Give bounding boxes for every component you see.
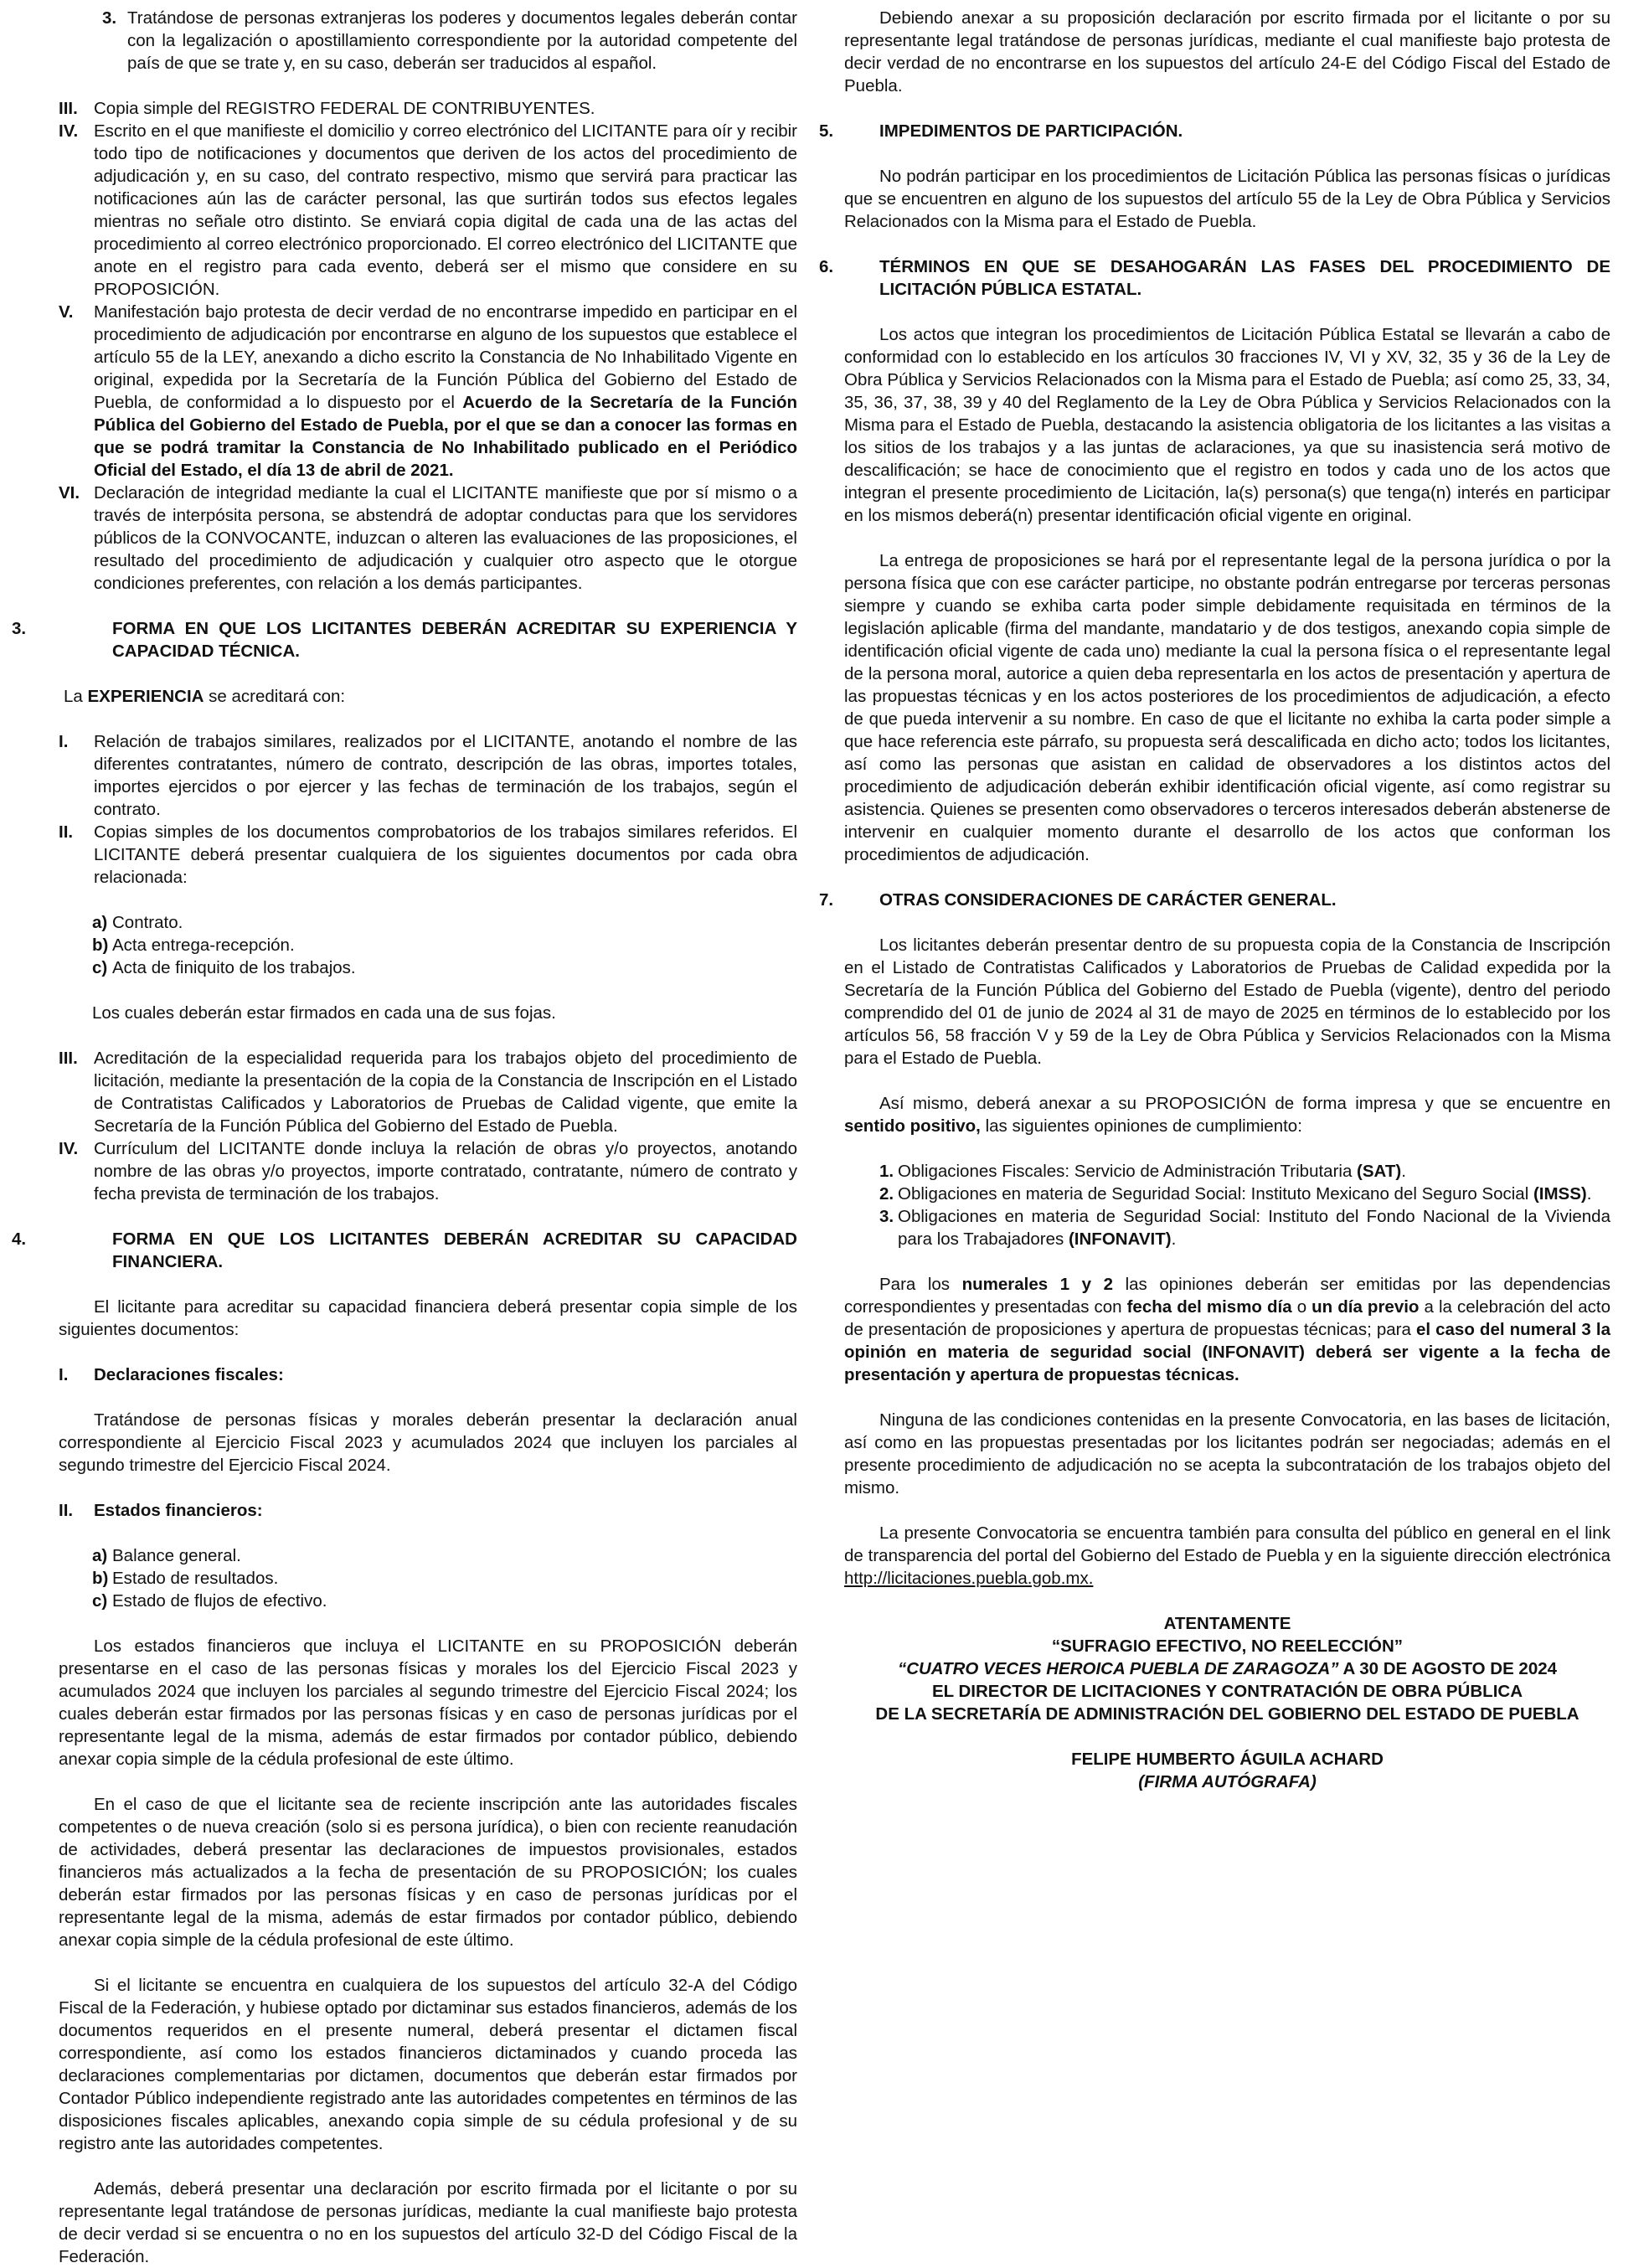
article-24e-paragraph: Debiendo anexar a su proposición declaración por escrito firmada por el licitante o por su representante legal tratándose de personas jurídicas, mediante el cual manifieste bajo protesta de decir verdad de no encontrarse en los supuestos del artículo 24-E del Código Fiscal del Estado de Puebla. [844,8,1610,95]
section-7-heading: 7. OTRAS CONSIDERACIONES DE CARÁCTER GENERAL. [819,890,1337,910]
section-4-heading: 4. FORMA EN QUE LOS LICITANTES DEBERÁN ACREDITAR SU CAPACIDAD FINANCIERA. [12,1229,797,1271]
compliance-opinions-intro: Así mismo, deberá anexar a su PROPOSICIÓN de forma impresa y que se encuentre en sentido positivo, las siguientes opiniones de cumplimiento: [844,1094,1610,1136]
signature-salutation: ATENTAMENTE [1163,1614,1291,1633]
doc-item-a: a) Contrato. [92,913,183,932]
experience-iv: IV. Currículum del LICITANTE donde incluya la relación de obras y/o proyectos, anotando nombre de las obras y/o proyectos, importe contratado, contratante, número de contrato y fecha prevista de terminación de los trabajos. [59,1139,797,1204]
right-column [819,7,1611,1793]
experience-ii: II. Copias simples de los documentos comprobatorios de los trabajos similares referidos. El LICITANTE deberá presentar cualquiera de los siguientes documentos por cada obra relacionada: [59,822,797,887]
signed-note: Los cuales deberán estar firmados en cada una de sus fojas. [92,1003,556,1023]
signature-block [844,1612,1610,1793]
experience-i: I. Relación de trabajos similares, realizados por el LICITANTE, anotando el nombre de las diferentes contratantes, número de contrato, descripción de las obras, importes totales, importes ejercidos o por ejercer y las fechas de terminación de los trabajos, según el contrato. [59,732,797,819]
numbered-item-3: 3. Tratándose de personas extranjeras los poderes y documentos legales deberán contar con la legalización o apostillamiento correspondiente por la autoridad competente del país de que se trate y, en su caso, deberán ser traducidos al español. [102,8,797,73]
doc-item-c: c) Acta de finiquito de los trabajos. [92,958,356,977]
experience-iii: III. Acreditación de la especialidad requerida para los trabajos objeto del procedimiento de licitación, mediante la presentación de la copia de la Constancia de Inscripción en el Listado de Contratistas Calificados y Laboratorios de Pruebas de Calidad vigente, que emite la Secretaría de la Función Pública del Gobierno del Estado de Puebla. [59,1049,797,1136]
recent-registration-paragraph: En el caso de que el licitante sea de reciente inscripción ante las autoridades fiscales competentes o de nueva creación (solo si es persona jurídica), o bien con reciente reanudación de actividades, deberá presentar las declaraciones de impuestos provisionales, estados financieros más actualizados a la fecha de presentación de su PROPOSICIÓN; los cuales deberán estar firmados por las personas físicas y en caso de personas jurídicas por el representante legal de la misma, además de estar firmados por contador público, debiendo anexar copia simple de la cédula profesional de este último. [59,1795,797,1950]
requirement-iii: III. Copia simple del REGISTRO FEDERAL DE CONTRIBUYENTES. [59,99,595,118]
link-paragraph: La presente Convocatoria se encuentra también para consulta del público en general en el link de transparencia del portal del Gobierno del Estado de Puebla y en la siguiente dirección electrónica http://licitaciones.puebla.gob.mx. [844,1523,1610,1588]
v-text: Manifestación bajo protesta de decir verdad de no encontrarse impedido en participar en el procedimiento de adjudicación por encontrarse en alguno de los supuestos que establece el artículo 55 de la LEY, anexando a dicho escrito la Constancia de No Inhabilitado Vigente en original, expedida por la Secretaría de la Función Pública del Gobierno del Estado de Puebla, de conformidad a lo dispuesto por el [94,302,797,412]
article-32d-paragraph: Además, deberá presentar una declaración por escrito firmada por el licitante o por su representante legal tratándose de personas jurídicas, mediante la cual manifieste bajo protesta de decir verdad si se encuentra o no en los supuestos del artículo 32-D del Código Fiscal de la Federación. [59,2179,797,2266]
signatory-name: FELIPE HUMBERTO ÁGUILA ACHARD [1071,1750,1384,1769]
fiscal-declarations-heading: I. Declaraciones fiscales: [59,1365,284,1384]
signature-place-date: “CUATRO VECES HEROICA PUEBLA DE ZARAGOZA” A 30 DE AGOSTO DE 2024 [897,1659,1558,1678]
signature-title-1: EL DIRECTOR DE LICITACIONES Y CONTRATACIÓN DE OBRA PÚBLICA [931,1682,1523,1701]
doc-item-b: b) Acta entrega-recepción. [92,936,295,955]
delivery-paragraph: La entrega de proposiciones se hará por el representante legal de la persona jurídica o por la persona física que con ese carácter participe, no obstante podrán entregarse por terceras personas siempre y cuando se exhiba carta poder simple debidamente requisitada en términos de la legislación aplicable (firma del mandante, mandatario y de dos testigos, anexando copia simple de identificación oficial vigente de cada uno) mediante la cual la persona física o el representante legal de la persona moral, autorice a quien deba representarla en los actos de presentación y apertura de las propuestas técnicas y en los actos posteriores de los procedimientos de adjudicación, a efecto de que pueda intervenir a su nombre. En caso de que el licitante no exhiba la carta poder simple a que hace referencia este párrafo, su propuesta será descalificada en dicho acto; todos los licitantes, así como las personas que asistan en calidad de observadores a los distintos actos del procedimiento de adjudicación deberán exhibir identificación oficial vigente, así como registrar su asistencia. Quienes se presenten como observadores o terceros interesados deberán abstenerse de intervenir en cualquier momento durante el desarrollo de los actos que conforman los procedimientos de adjudicación. [844,551,1610,864]
obligation-item-1: 1. Obligaciones Fiscales: Servicio de Administración Tributaria (SAT). [879,1162,1406,1181]
requirement-v: V. Manifestación bajo protesta de decir verdad de no encontrarse impedido en participar en el procedimiento de adjudicación por encontrarse en alguno de los supuestos que establece el artículo 55 de la LEY, anexando a dicho escrito la Constancia de No Inhabilitado Vigente en original, expedida por la Secretaría de la Función Pública del Gobierno del Estado de Puebla, de conformidad a lo dispuesto por el Acuerdo de la Secretaría de la Función Pública del Gobierno del Estado de Puebla, por el que se dan a conocer las formas en que se podrá tramitar la Constancia de No Inhabilitado publicado en el Periódico Oficial del Estado, el día 13 de abril de 2021. [59,302,797,480]
acts-paragraph: Los actos que integran los procedimientos de Licitación Pública Estatal se llevarán a cabo de conformidad con lo establecido en los artículos 30 fracciones IV, VI y XV, 32, 35 y 36 de la Ley de Obra Pública y Servicios Relacionados con la Misma para el Estado de Puebla; así como 25, 33, 34, 35, 36, 37, 38, 39 y 40 del Reglamento de la Ley de Obra Pública y Servicios Relacionados con la Misma para el Estado de Puebla, destacando la asistencia obligatoria de los licitantes a las visitas a los sitios de los trabajos y a las juntas de aclaraciones, ya que su inasistencia será motivo de descalificación; se hace de conocimiento que el registro en todos y cada uno de los actos que integran el presente procedimiento de Licitación, la(s) persona(s) que tenga(n) interés en participar en los mismos deberá(n) presentar identificación oficial vigente en original. [844,325,1610,525]
experience-intro: La EXPERIENCIA se acreditará con: [64,687,346,706]
obligation-item-2: 2. Obligaciones en materia de Seguridad Social: Instituto Mexicano del Seguro Social (IMSS). [879,1184,1592,1204]
statement-item-a: a) Balance general. [92,1546,241,1565]
fiscal-declarations-body: Tratándose de personas físicas y morales deberán presentar la declaración anual correspondiente al Ejercicio Fiscal 2023 y acumulados 2024 que incluyen los parciales al segundo trimestre del Ejercicio Fiscal 2024. [59,1410,797,1475]
statements-paragraph: Los estados financieros que incluya el LICITANTE en su PROPOSICIÓN deberán presentarse en el caso de las personas físicas y morales los del Ejercicio Fiscal 2023 y acumulados 2024 que incluyen los parciales al segundo trimestre del Ejercicio Fiscal 2024; los cuales deberán estar firmados por las personas físicas y en caso de personas jurídicas por el representante legal de la misma, además de estar firmados por contador público, debiendo anexar copia simple de la cédula profesional de este último. [59,1637,797,1769]
statement-item-b: b) Estado de resultados. [92,1569,279,1588]
financial-intro: El licitante para acreditar su capacidad financiera deberá presentar copia simple de los siguientes documentos: [59,1297,797,1339]
no-negotiation-paragraph: Ninguna de las condiciones contenidas en la presente Convocatoria, en las bases de licitación, así como en las propuestas presentadas por los licitantes podrán ser negociadas; además en el presente procedimiento de adjudicación no se acepta la subcontratación de los trabajos objeto del mismo. [844,1410,1610,1497]
left-column [12,7,797,2268]
licitaciones-link[interactable]: http://licitaciones.puebla.gob.mx. [844,1569,1094,1588]
impediments-paragraph: No podrán participar en los procedimientos de Licitación Pública las personas físicas o jurídicas que se encuentren en alguno de los supuestos del artículo 55 de la Ley de Obra Pública y Servicios Relacionados con la Misma para el Estado de Puebla. [844,167,1610,231]
signature-note: (FIRMA AUTÓGRAFA) [1138,1772,1317,1791]
financial-statements-heading: II. Estados financieros: [59,1501,263,1520]
article-32a-paragraph: Si el licitante se encuentra en cualquiera de los supuestos del artículo 32-A del Código Fiscal de la Federación, y hubiese optado por dictaminar sus estados financieros, además de los documentos requeridos en el presente numeral, deberá presentar el dictamen fiscal correspondiente, así como los estados financieros dictaminados y cuando proceda las declaraciones complementarias por dictamen, documentos que deberán estar firmados por Contador Público independiente registrado ante las autoridades competentes en términos de las disposiciones fiscales aplicables, anexando copia simple de su cédula profesional y de su registro ante las autoridades competentes. [59,1976,797,2153]
signature-title-2: DE LA SECRETARÍA DE ADMINISTRACIÓN DEL GOBIERNO DEL ESTADO DE PUEBLA [875,1704,1579,1724]
numerals-paragraph: Para los numerales 1 y 2 las opiniones deberán ser emitidas por las dependencias correspondientes y presentadas con fecha del mismo día o un día previo a la celebración del acto de presentación de proposiciones y apertura de propuestas técnicas; para el caso del numeral 3 la opinión en materia de seguridad social (INFONAVIT) deberá ser vigente a la fecha de presentación y apertura de propuestas técnicas. [844,1275,1611,1384]
section-5-heading: 5. IMPEDIMENTOS DE PARTICIPACIÓN. [819,121,1183,141]
section-3-heading: 3. FORMA EN QUE LOS LICITANTES DEBERÁN ACREDITAR SU EXPERIENCIA Y CAPACIDAD TÉCNICA. [12,619,797,661]
requirement-iv: IV. Escrito en el que manifieste el domicilio y correo electrónico del LICITANTE para oír y recibir todo tipo de notificaciones y documentos que deriven de los actos del procedimiento de adjudicación y, en su caso, del contrato respectivo, mismo que servirá para practicar las notificaciones aún las de carácter personal, las que surtirán todos sus efectos legales mientras no señale otro distinto. Se enviará copia digital de cada una de las actas del procedimiento al correo electrónico proporcionado. El correo electrónico del LICITANTE que anote en el registro para cada evento, deberá ser el mismo que considere en su PROPOSICIÓN. [59,121,797,299]
v-bold-text: Acuerdo de la Secretaría de la Función Pública del Gobierno del Estado de Puebla, por el que se dan a conocer las formas en que se podrá tramitar la Constancia de No Inhabilitado publicado en el Periódico Oficial del Estado, el día 13 de abril de 2021. [94,393,797,480]
statement-item-c: c) Estado de flujos de efectivo. [92,1591,327,1611]
registration-certificate-paragraph: Los licitantes deberán presentar dentro de su propuesta copia de la Constancia de Inscripción en el Listado de Contratistas Calificados y Laboratorios de Pruebas de Calidad expedida por la Secretaría de la Función Pública del Gobierno del Estado de Puebla (vigente), dentro del periodo comprendido del 01 de junio de 2024 al 31 de mayo de 2025 en términos de lo establecido por los artículos 56, 58 fracción V y 59 de la Ley de Obra Pública y Servicios Relacionados con la Misma para el Estado de Puebla. [844,936,1610,1068]
section-6-heading: 6. TÉRMINOS EN QUE SE DESAHOGARÁN LAS FASES DEL PROCEDIMIENTO DE LICITACIÓN PÚBLICA ESTATAL. [819,257,1610,299]
requirement-vi: VI. Declaración de integridad mediante la cual el LICITANTE manifieste que por sí mismo o a través de interpósita persona, se abstendrá de adoptar conductas para que los servidores públicos de la CONVOCANTE, induzcan o alteren las evaluaciones de las proposiciones, el resultado del procedimiento de adjudicación y cualquier otro aspecto que le otorgue condiciones preferentes, con relación a los demás participantes. [59,483,797,593]
obligation-item-3: 3. Obligaciones en materia de Seguridad Social: Instituto del Fondo Nacional de la Vivienda para los Trabajadores (INFONAVIT). [879,1207,1610,1249]
signature-motto: “SUFRAGIO EFECTIVO, NO REELECCIÓN” [1051,1637,1404,1656]
